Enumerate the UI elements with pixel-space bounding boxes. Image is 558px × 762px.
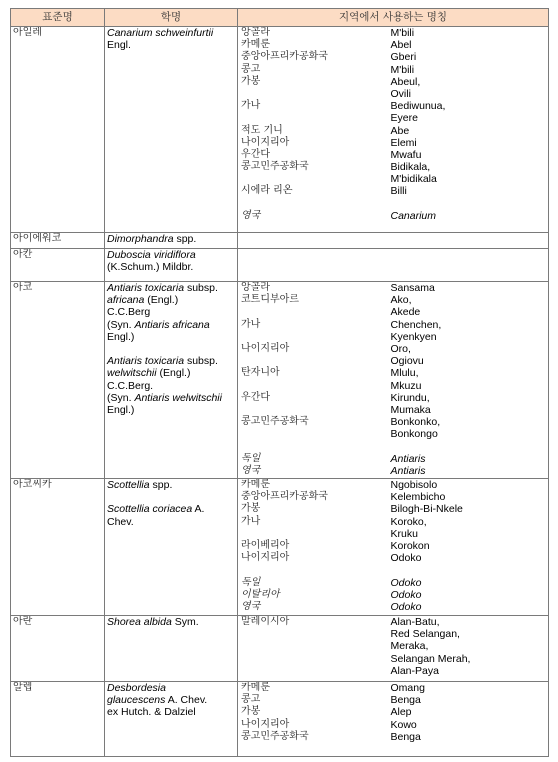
standard-name-cell <box>11 479 105 616</box>
scientific-name-line: (Syn. Antiaris africana <box>107 318 210 331</box>
table-row <box>11 282 549 479</box>
scientific-name-line: Canarium schweinfurtii <box>107 27 214 39</box>
local-name: Red Selangan, <box>390 628 460 641</box>
scientific-name-line: Scottellia spp. <box>107 479 173 491</box>
local-name: Mumaka <box>390 403 431 416</box>
region-name: 가봉 <box>241 503 261 515</box>
local-name-cell <box>389 479 549 616</box>
local-name: Benga <box>390 730 421 743</box>
standard-name: 아일레 <box>13 27 42 38</box>
region-name <box>241 355 387 367</box>
scientific-name-line: (K.Schum.) Mildbr. <box>107 261 194 274</box>
local-name: Kirundu, <box>390 391 430 404</box>
scientific-name-cell <box>105 616 238 682</box>
region-name: 적도 기니 <box>241 124 283 136</box>
region-name: 나이지리아 <box>241 136 290 148</box>
region-name: 콩고민주공화국 <box>241 416 309 428</box>
scientific-name-line: Chev. <box>107 515 134 528</box>
region-name: 앙골라 <box>241 282 270 293</box>
scientific-name-line: Engl. <box>107 39 131 52</box>
local-name: Odoko <box>390 588 422 601</box>
region-name: 우간다 <box>241 148 270 160</box>
region-name: 가나 <box>241 100 261 112</box>
region-cell <box>238 616 389 682</box>
header-row <box>11 9 549 27</box>
local-name: Alep <box>390 706 412 719</box>
local-name-cell <box>389 282 549 479</box>
local-name <box>391 440 547 452</box>
standard-name: 아코씨카 <box>13 479 52 490</box>
local-name: Abe <box>390 124 410 137</box>
local-name: Oro, <box>390 342 411 355</box>
scientific-name-cell <box>105 282 238 479</box>
region-cell <box>238 233 549 249</box>
region-name: 영국 <box>241 600 261 612</box>
local-name: Meraka, <box>390 640 429 653</box>
region-name: 독일 <box>241 576 261 588</box>
local-name: Mkuzu <box>390 379 422 392</box>
region-name <box>241 88 387 100</box>
local-name: Koroko, <box>390 515 427 528</box>
local-name: Kelembicho <box>390 491 446 504</box>
region-name <box>241 380 387 392</box>
region-name: 코트디부아르 <box>241 294 299 306</box>
local-name: Bilogh-Bi-Nkele <box>390 503 463 516</box>
region-name: 카메룬 <box>241 682 270 693</box>
standard-name-cell <box>11 27 105 233</box>
local-name: Odoko <box>390 576 422 589</box>
table-row <box>11 616 549 682</box>
header-regional-names: 지역에서 사용하는 명칭 <box>238 9 549 27</box>
scientific-name-line: welwitschii (Engl.) <box>107 367 191 380</box>
local-name-cell <box>389 616 549 682</box>
region-name <box>241 173 387 185</box>
scientific-name-cell <box>105 682 238 757</box>
local-name: Ogiovu <box>390 355 424 368</box>
region-name <box>241 112 387 124</box>
scientific-name-line: glaucescens A. Chev. <box>107 694 208 707</box>
scientific-name-cell <box>105 27 238 233</box>
local-name: Ako, <box>390 294 412 307</box>
local-name: Antiaris <box>390 464 426 477</box>
local-name: Canarium <box>390 209 437 222</box>
local-name: Abeul, <box>390 75 421 88</box>
local-name: Sansama <box>390 282 435 294</box>
local-name: Bonkongo <box>390 428 438 441</box>
local-name: Gberi <box>390 51 417 64</box>
region-name: 앙골라 <box>241 27 270 38</box>
local-name: Alan-Batu, <box>390 616 440 628</box>
region-name <box>241 564 387 576</box>
table-row <box>11 682 549 757</box>
local-name: Elemi <box>390 136 417 149</box>
table-row <box>11 249 549 282</box>
region-name: 말레이시아 <box>241 616 290 627</box>
local-name: Bediwunua, <box>390 100 446 113</box>
standard-name-cell <box>11 249 105 282</box>
local-name <box>391 198 547 210</box>
standard-name: 아칸 <box>13 249 33 260</box>
region-cell <box>238 282 389 479</box>
local-name: Mwafu <box>390 148 422 161</box>
region-name: 중앙아프리카공화국 <box>241 491 328 503</box>
region-name: 콩고민주공화국 <box>241 730 309 742</box>
region-name: 나이지리아 <box>241 342 290 354</box>
region-name <box>241 428 387 440</box>
local-name: Odoko <box>390 600 422 613</box>
scientific-name-line: ex Hutch. & Dalziel <box>107 706 196 719</box>
region-name: 카메룬 <box>241 39 270 51</box>
local-name: Selangan Merah, <box>390 652 471 665</box>
region-name <box>241 404 387 416</box>
scientific-name-cell <box>105 249 238 282</box>
scientific-name-line: Duboscia viridiflora <box>107 249 196 261</box>
scientific-name-line: Desbordesia <box>107 682 166 694</box>
local-name: Bonkonko, <box>390 416 441 429</box>
local-name: Eyere <box>390 112 418 125</box>
region-name: 탄자니아 <box>241 367 280 379</box>
region-name: 시에라 리온 <box>241 185 293 197</box>
header-standard-name: 표준명 <box>11 9 105 27</box>
local-name-cell <box>389 682 549 757</box>
table-row <box>11 233 549 249</box>
region-name <box>241 306 387 318</box>
scientific-name-line <box>107 491 235 503</box>
region-name <box>241 528 387 540</box>
local-name: Billi <box>390 185 407 198</box>
region-name: 우간다 <box>241 391 270 403</box>
standard-name-cell <box>11 233 105 249</box>
region-name: 독일 <box>241 452 261 464</box>
local-name: Antiaris <box>390 452 426 465</box>
region-name: 중앙아프리카공화국 <box>241 51 328 63</box>
local-name: M'bili <box>390 27 415 39</box>
region-cell <box>238 249 549 282</box>
standard-name-cell <box>11 682 105 757</box>
region-name: 가나 <box>241 318 261 330</box>
local-name <box>391 564 547 576</box>
standard-name: 알렙 <box>13 682 33 693</box>
scientific-name-line <box>107 343 235 355</box>
local-name: Kowo <box>390 718 417 731</box>
scientific-name-line: C.C.Berg <box>107 306 151 319</box>
region-name: 가나 <box>241 515 261 527</box>
region-name: 가봉 <box>241 706 261 718</box>
local-name: Benga <box>390 694 421 707</box>
region-name: 콩고 <box>241 694 261 706</box>
region-name: 콩고민주공화국 <box>241 161 309 173</box>
local-name: Korokon <box>390 539 430 552</box>
local-name: Ngobisolo <box>390 479 438 491</box>
local-name: Bidikala, <box>390 161 431 174</box>
header-scientific-name: 학명 <box>105 9 238 27</box>
region-cell <box>238 479 389 616</box>
scientific-name-line: Engl.) <box>107 330 135 343</box>
scientific-name-line: Antiaris toxicaria subsp. <box>107 355 218 368</box>
scientific-name-line: C.C.Berg. <box>107 379 154 392</box>
scientific-name-line: Scottellia coriacea A. <box>107 503 205 516</box>
scientific-name-line: Shorea albida Sym. <box>107 616 199 628</box>
standard-name: 아코 <box>13 282 33 293</box>
local-name: M'bili <box>390 63 415 76</box>
scientific-name-cell <box>105 233 238 249</box>
scientific-name-line: (Syn. Antiaris welwitschii <box>107 391 222 404</box>
region-name: 라이베리아 <box>241 539 290 551</box>
region-name <box>241 198 387 210</box>
region-name: 카메룬 <box>241 479 270 490</box>
scientific-name-line: Antiaris toxicaria subsp. <box>107 282 218 294</box>
region-name: 영국 <box>241 209 261 221</box>
scientific-name-cell <box>105 479 238 616</box>
timber-names-table <box>10 8 549 757</box>
region-name <box>241 331 387 343</box>
region-cell <box>238 682 389 757</box>
local-name: Odoko <box>390 552 422 565</box>
local-name: Alan-Paya <box>390 664 439 677</box>
region-name: 영국 <box>241 464 261 476</box>
region-name: 이탈리아 <box>241 588 280 600</box>
scientific-name-line: africana (Engl.) <box>107 294 179 307</box>
region-cell <box>238 27 389 233</box>
table-row <box>11 27 549 233</box>
region-name: 콩고 <box>241 63 261 75</box>
local-name: Kyenkyen <box>390 330 437 343</box>
local-name: Akede <box>390 306 421 319</box>
region-name: 가봉 <box>241 75 261 87</box>
standard-name-cell <box>11 282 105 479</box>
region-name: 나이지리아 <box>241 718 290 730</box>
region-name: 나이지리아 <box>241 552 290 564</box>
local-name: M'bidikala <box>390 173 437 186</box>
standard-name: 아이에워코 <box>13 233 62 244</box>
local-name-cell <box>389 27 549 233</box>
standard-name: 아란 <box>13 616 33 627</box>
local-name: Omang <box>390 682 425 694</box>
table-row <box>11 479 549 616</box>
region-name <box>241 440 387 452</box>
table-body <box>11 27 549 757</box>
local-name: Abel <box>390 39 412 52</box>
local-name: Mlulu, <box>390 367 419 380</box>
local-name: Ovili <box>390 87 411 100</box>
local-name: Chenchen, <box>390 318 442 331</box>
standard-name-cell <box>11 616 105 682</box>
local-name: Kruku <box>390 527 418 540</box>
scientific-name-line: Dimorphandra spp. <box>107 233 197 245</box>
scientific-name-line: Engl.) <box>107 403 135 416</box>
